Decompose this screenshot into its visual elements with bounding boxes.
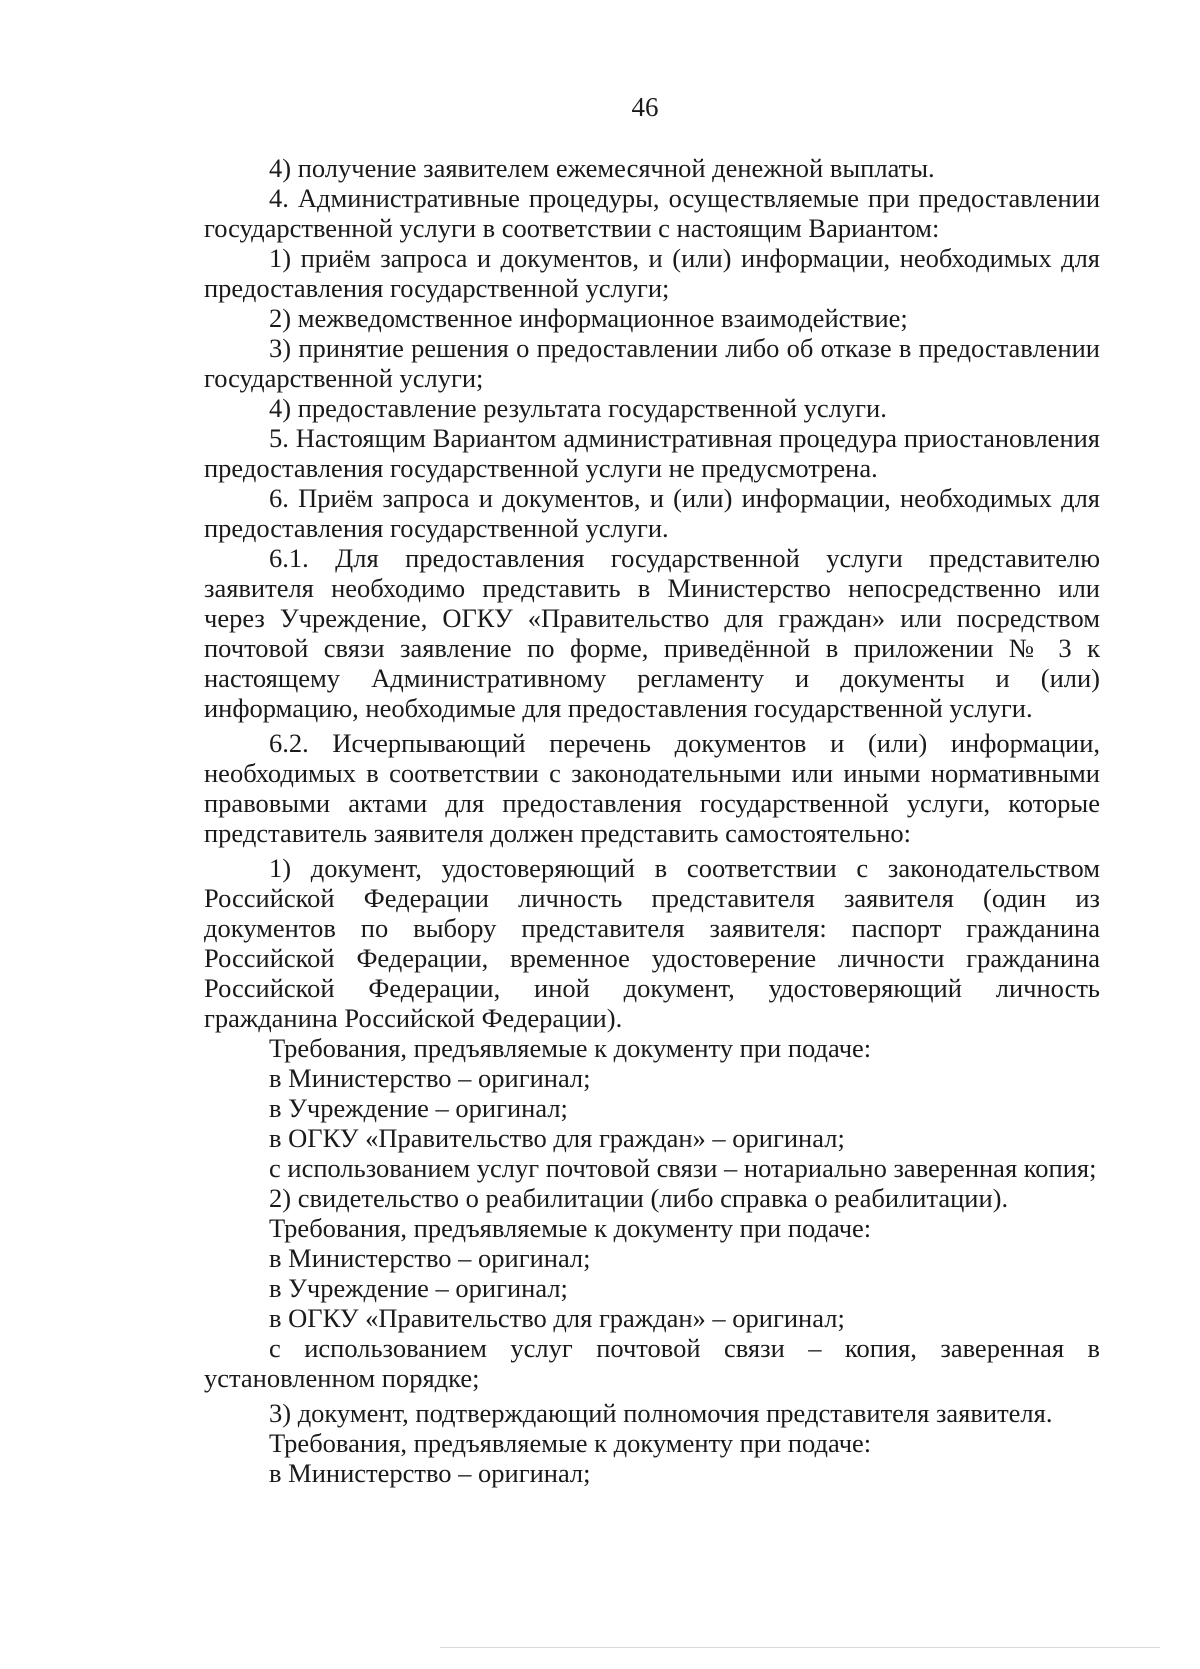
- paragraph: с использованием услуг почтовой связи – копия, заверенная в установленном порядке;: [204, 1333, 1100, 1393]
- paragraph: Требования, предъявляемые к документу при подаче:: [269, 1428, 872, 1458]
- paragraph: 4) получение заявителем ежемесячной денежной выплаты.: [269, 153, 935, 183]
- page-number: 46: [631, 92, 659, 122]
- paragraph: 2) межведомственное информационное взаимодействие;: [269, 303, 908, 333]
- paragraph: Требования, предъявляемые к документу при подаче:: [269, 1033, 872, 1063]
- paragraph: 6. Приём запроса и документов, и (или) информации, необходимых для предоставления государственной услуги.: [204, 483, 1100, 543]
- paragraph: в ОГКУ «Правительство для граждан» – оригинал;: [269, 1303, 845, 1333]
- bottom-edge-line: [440, 1647, 1160, 1648]
- paragraph: Требования, предъявляемые к документу при подаче:: [269, 1213, 872, 1243]
- paragraph: 3) принятие решения о предоставлении либо об отказе в предоставлении государственной услуги;: [204, 333, 1100, 393]
- paragraph: 4) предоставление результата государственной услуги.: [269, 393, 887, 423]
- paragraph: с использованием услуг почтовой связи – нотариально заверенная копия;: [269, 1153, 1097, 1183]
- paragraph: в Министерство – оригинал;: [269, 1458, 591, 1488]
- paragraph: 2) свидетельство о реабилитации (либо справка о реабилитации).: [269, 1183, 1009, 1213]
- paragraph: в Учреждение – оригинал;: [269, 1273, 568, 1303]
- paragraph: в Министерство – оригинал;: [269, 1063, 591, 1093]
- document-body: [204, 153, 1100, 1488]
- paragraph: в ОГКУ «Правительство для граждан» – оригинал;: [269, 1123, 845, 1153]
- paragraph: 1) документ, удостоверяющий в соответствии с законодательством Российской Федерации личность представителя заявителя (один из документов по выбору представителя заявителя: паспорт гражданина Российской Федерации, временное удостоверение личности гражданина Российской Федерации, иной документ, удостоверяющий личность гражданина Российской Федерации).: [204, 853, 1100, 1033]
- paragraph: в Учреждение – оригинал;: [269, 1093, 568, 1123]
- paragraph: 6.2. Исчерпывающий перечень документов и (или) информации, необходимых в соответствии с законодательными или иными нормативными правовыми актами для предоставления государственной услуги, которые представитель заявителя должен представить самостоятельно:: [204, 728, 1100, 848]
- paragraph: 3) документ, подтверждающий полномочия представителя заявителя.: [269, 1398, 1053, 1428]
- paragraph: 1) приём запроса и документов, и (или) информации, необходимых для предоставления государственной услуги;: [204, 243, 1100, 303]
- paragraph: 4. Административные процедуры, осуществляемые при предоставлении государственной услуги в соответствии с настоящим Вариантом:: [204, 183, 1100, 243]
- paragraph: 5. Настоящим Вариантом административная процедура приостановления предоставления государственной услуги не предусмотрена.: [204, 423, 1100, 483]
- paragraph: в Министерство – оригинал;: [269, 1243, 591, 1273]
- paragraph: 6.1. Для предоставления государственной услуги представителю заявителя необходимо представить в Министерство непосредственно или через Учреждение, ОГКУ «Правительство для граждан» или посредством почтовой связи заявление по форме, приведённой в приложении № 3 к настоящему Административному регламенту и документы и (или) информацию, необходимые для предоставления государственной услуги.: [204, 543, 1100, 723]
